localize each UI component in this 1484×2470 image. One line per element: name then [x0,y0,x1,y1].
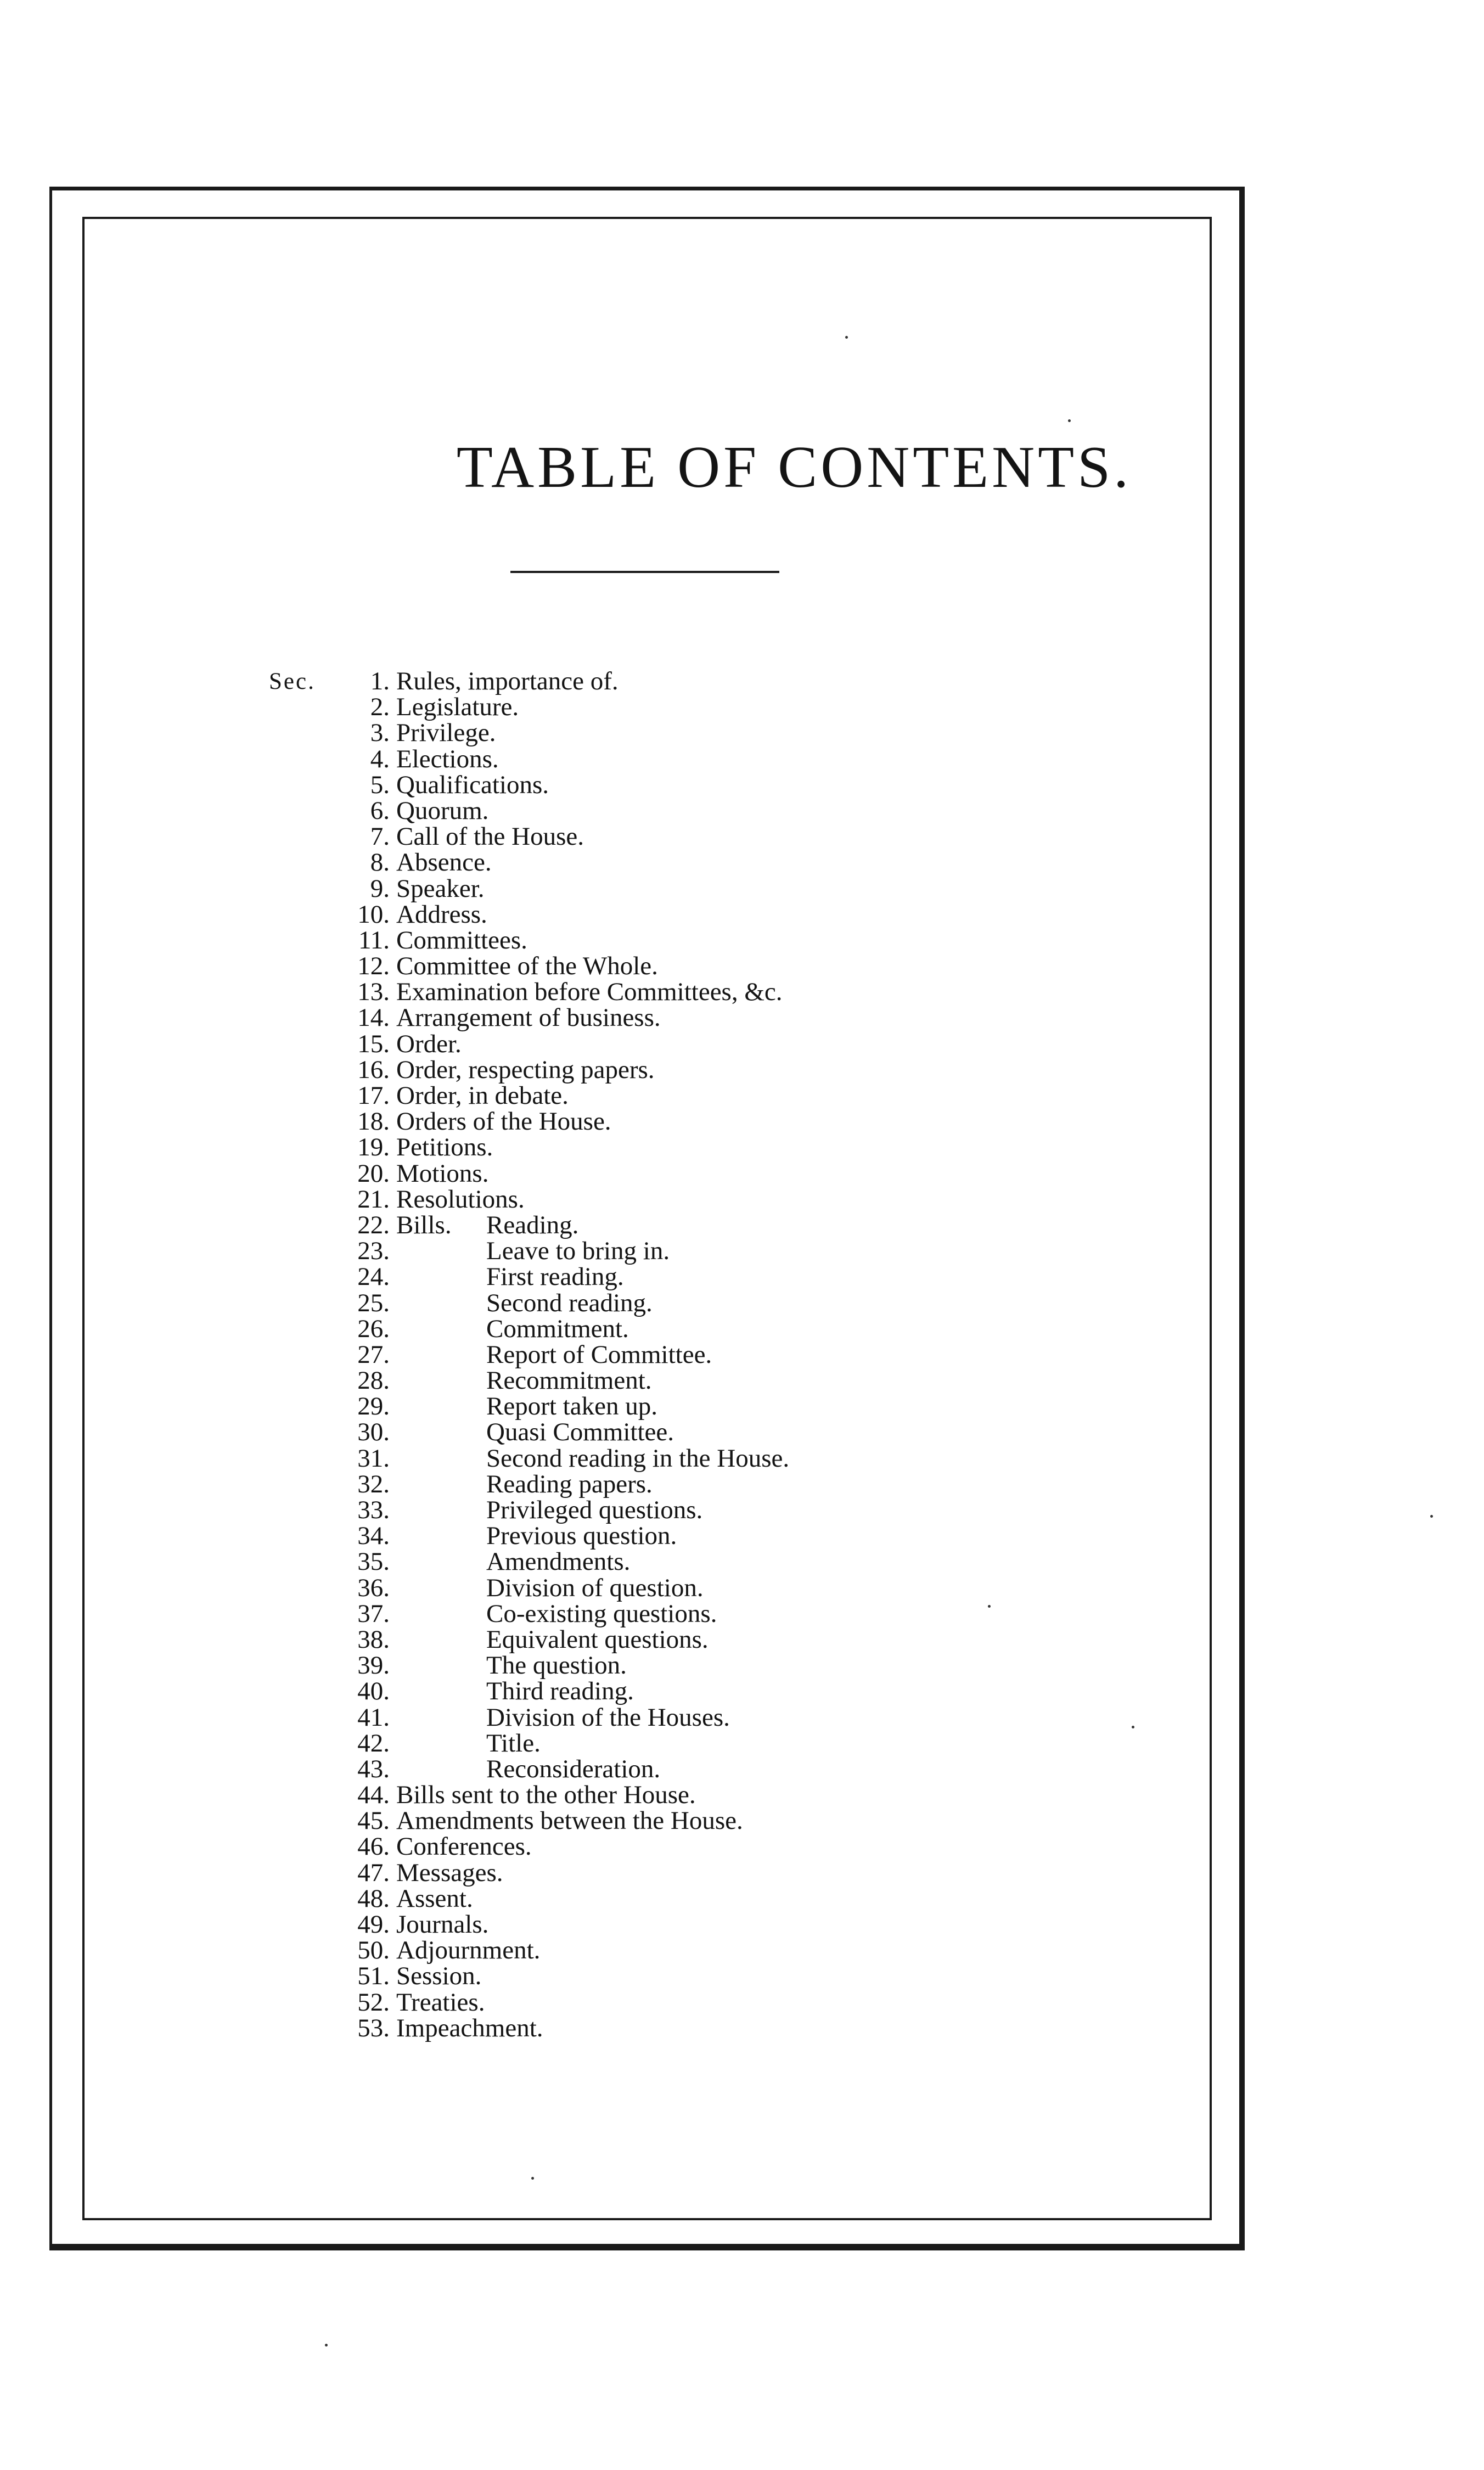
toc-entry-number: 53. [357,2013,390,2042]
toc-entry-title: Rules, importance of. [396,667,619,695]
toc-row [0,1419,1484,1445]
toc-row [0,953,1484,979]
toc-entry-number: 26. [357,1314,390,1343]
toc-row [0,1627,1484,1653]
toc-entry-number: 46. [357,1832,390,1861]
toc-row [0,1161,1484,1187]
toc-entry-title: Petitions. [396,1133,493,1162]
toc-row [0,1679,1484,1704]
toc-entry-title: Session. [396,1962,482,1991]
toc-entry-title: Committees. [396,925,527,955]
toc-entry-number: 28. [357,1366,390,1395]
table-of-contents [0,669,1484,2041]
toc-entry-number: 20. [357,1159,390,1188]
toc-entry-title: Orders of the House. [396,1107,611,1136]
toc-row [0,1990,1484,2016]
toc-entry-title: Bills sent to the other House. [396,1781,696,1810]
toc-entry-title: Division of the Houses. [486,1703,730,1732]
toc-row [0,979,1484,1005]
toc-entry-title: Title. [486,1728,541,1758]
toc-entry-number: 44. [357,1781,390,1810]
toc-entry-title: Resolutions. [396,1185,525,1214]
toc-row [0,876,1484,902]
toc-row [0,1109,1484,1135]
toc-row [0,1057,1484,1083]
toc-row [0,746,1484,772]
toc-entry-title: Treaties. [396,1988,485,2017]
toc-row [0,1264,1484,1290]
toc-row [0,1653,1484,1679]
toc-row [0,1005,1484,1031]
toc-entry-title: Order, respecting papers. [396,1055,655,1084]
toc-row [0,1368,1484,1394]
toc-entry-title: Amendments. [486,1547,631,1576]
toc-row [0,1031,1484,1057]
speck [1132,1726,1134,1728]
title-rule [510,571,779,573]
toc-row [0,1212,1484,1238]
toc-entry-title: Qualifications. [396,770,549,799]
toc-entry-title: Report of Committee. [486,1340,712,1369]
speck [845,336,848,339]
toc-row [0,1860,1484,1886]
toc-entry-number: 8. [370,848,390,877]
toc-entry-subtitle: Reading. [486,1210,579,1239]
toc-entry-number: 49. [357,1910,390,1939]
toc-entry-title: Order, in debate. [396,1081,569,1110]
toc-entry-number: 39. [357,1651,390,1680]
toc-entry-number: 29. [357,1392,390,1421]
toc-entry-number: 24. [357,1262,390,1292]
toc-row [0,1756,1484,1782]
toc-row [0,1290,1484,1316]
toc-entry-title: Co-existing questions. [486,1599,717,1628]
toc-entry-title: Call of the House. [396,822,584,851]
toc-row [0,902,1484,928]
toc-entry-number: 37. [357,1599,390,1628]
toc-entry-title: Second reading in the House. [486,1444,790,1473]
toc-entry-title: First reading. [486,1262,624,1292]
speck [988,1605,991,1608]
toc-entry-title: Quorum. [396,796,489,825]
toc-row [0,1469,1484,1498]
toc-row [0,1187,1484,1212]
toc-entry-number: 15. [357,1029,390,1058]
toc-entry-title: Arrangement of business. [396,1003,661,1032]
toc-entry-title: Privileged questions. [486,1496,703,1524]
toc-entry-title: Division of question. [486,1573,704,1602]
toc-row [0,2013,1484,2042]
toc-entry-number: 7. [370,822,390,851]
toc-entry-title: Reading papers. [486,1469,653,1498]
toc-entry-number: 51. [357,1962,390,1991]
toc-entry-number: 16. [357,1055,390,1084]
toc-entry-number: 12. [357,952,390,981]
toc-entry-title: Privilege. [396,718,496,748]
page-title: TABLE OF CONTENTS. [456,435,1132,500]
toc-entry-title: Journals. [396,1910,489,1939]
toc-entry-number: 40. [357,1677,390,1706]
toc-entry-title: Previous question. [486,1522,677,1551]
toc-entry-number: 43. [357,1754,390,1783]
toc-entry-title: Quasi Committee. [486,1418,674,1447]
toc-row [0,850,1484,875]
toc-entry-number: 33. [357,1496,390,1524]
toc-row [0,1808,1484,1834]
toc-entry-number: 18. [357,1107,390,1136]
toc-row [0,1446,1484,1472]
speck [1430,1515,1433,1518]
toc-entry-number: 36. [357,1573,390,1602]
toc-entry-number: 41. [357,1703,390,1732]
toc-entry-number: 45. [357,1806,390,1835]
toc-row [0,694,1484,720]
toc-row [0,1601,1484,1627]
toc-entry-title: Commitment. [486,1314,629,1343]
toc-row [0,1238,1484,1264]
toc-entry-number: 47. [357,1858,390,1887]
section-label: Sec. [269,669,316,694]
toc-row [0,925,1484,955]
toc-entry-title: Legislature. [396,693,519,722]
toc-entry-number: 35. [357,1547,390,1576]
toc-row [0,1912,1484,1938]
toc-entry-number: 9. [370,874,390,903]
toc-entry-number: 22. [357,1210,390,1239]
toc-entry-title: Leave to bring in. [486,1237,670,1266]
toc-row [0,1523,1484,1549]
toc-entry-number: 2. [370,693,390,722]
toc-entry-title: Motions. [396,1159,489,1188]
toc-entry-title: Third reading. [486,1677,634,1706]
toc-row [0,1497,1484,1523]
toc-row [0,1549,1484,1575]
toc-entry-number: 42. [357,1728,390,1758]
toc-entry-title: Bills. [396,1210,452,1239]
toc-entry-title: Impeachment. [396,2013,543,2042]
toc-entry-number: 4. [370,744,390,773]
toc-entry-title: Amendments between the House. [396,1806,743,1835]
toc-row [0,1728,1484,1758]
toc-row [0,772,1484,798]
toc-entry-title: Elections. [396,744,499,773]
toc-entry-title: Report taken up. [486,1392,657,1421]
toc-entry-title: Address. [396,900,487,929]
toc-entry-number: 1. [370,667,390,695]
toc-row [0,1705,1484,1731]
toc-entry-title: Equivalent questions. [486,1625,709,1654]
toc-entry-number: 27. [357,1340,390,1369]
speck [531,2177,534,2180]
toc-entry-number: 50. [357,1936,390,1965]
toc-row [0,798,1484,824]
toc-entry-number: 13. [357,978,390,1007]
toc-entry-title: Absence. [396,848,492,877]
toc-row [0,824,1484,850]
toc-entry-title: The question. [486,1651,627,1680]
toc-entry-number: 32. [357,1469,390,1498]
toc-row [0,1394,1484,1419]
toc-row [0,669,1484,694]
toc-entry-title: Committee of the Whole. [396,952,658,981]
toc-entry-title: Adjournment. [396,1936,541,1965]
toc-entry-title: Assent. [396,1884,473,1913]
toc-entry-number: 19. [357,1133,390,1162]
toc-row [0,1342,1484,1368]
toc-row [0,1938,1484,1963]
toc-entry-title: Messages. [396,1858,503,1887]
toc-entry-title: Second reading. [486,1288,653,1317]
toc-entry-number: 23. [357,1237,390,1266]
toc-row [0,1782,1484,1808]
toc-entry-title: Reconsideration. [486,1754,661,1783]
toc-entry-number: 30. [357,1418,390,1447]
toc-entry-number: 31. [357,1444,390,1473]
toc-row [0,1135,1484,1160]
toc-entry-number: 38. [357,1625,390,1654]
toc-entry-number: 17. [357,1081,390,1110]
toc-row [0,1575,1484,1601]
toc-entry-number: 48. [357,1884,390,1913]
toc-entry-number: 21. [357,1185,390,1214]
toc-entry-number: 11. [358,925,390,955]
toc-entry-number: 10. [357,900,390,929]
toc-row [0,1886,1484,1912]
toc-entry-number: 3. [370,718,390,748]
toc-entry-number: 25. [357,1288,390,1317]
toc-entry-number: 5. [370,770,390,799]
toc-row [0,1083,1484,1109]
toc-entry-number: 52. [357,1988,390,2017]
toc-entry-title: Speaker. [396,874,485,903]
toc-row [0,1963,1484,1989]
toc-entry-title: Order. [396,1029,462,1058]
speck [1068,419,1071,422]
toc-entry-number: 14. [357,1003,390,1032]
toc-entry-number: 6. [370,796,390,825]
toc-entry-title: Examination before Committees, &c. [396,978,783,1007]
speck [325,2344,328,2346]
toc-row [0,720,1484,746]
toc-entry-number: 34. [357,1522,390,1551]
toc-row [0,1316,1484,1342]
toc-entry-title: Recommitment. [486,1366,652,1395]
toc-entry-title: Conferences. [396,1832,532,1861]
toc-row [0,1834,1484,1860]
